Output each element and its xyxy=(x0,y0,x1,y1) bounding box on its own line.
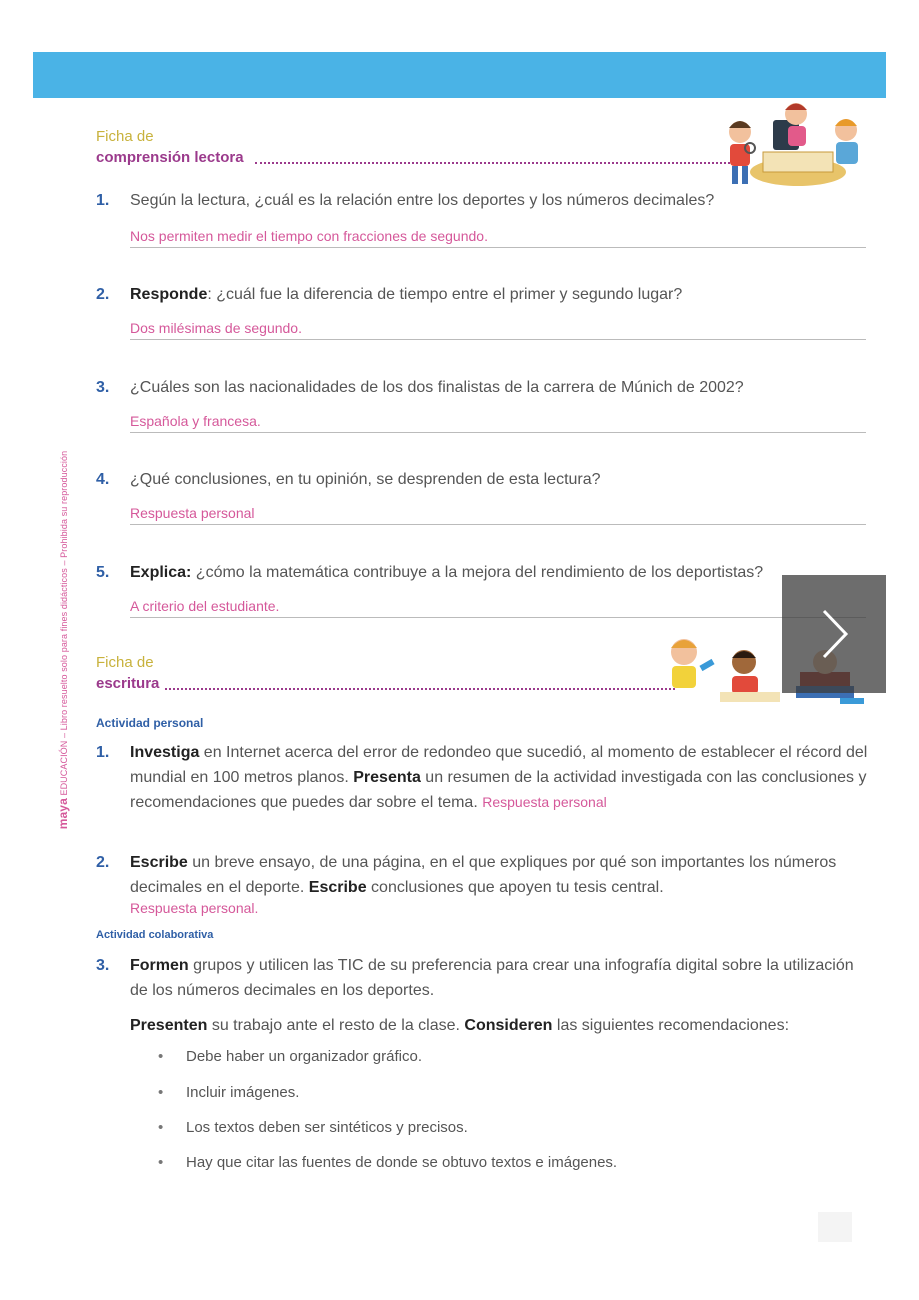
question-bold: Explica: xyxy=(130,564,192,581)
bullet-text: Debe haber un organizador gráfico. xyxy=(186,1048,422,1065)
item-rest: en Internet acerca del error de redondeo que sucedió, al momento de establecer el récord del mundial en 100 metros planos. xyxy=(130,744,868,786)
question-number: 3. xyxy=(96,379,110,396)
item-number: 1. xyxy=(96,744,110,761)
bullet-item xyxy=(158,1084,299,1101)
question-bold: Responde xyxy=(130,286,208,303)
writing-item-2 xyxy=(96,850,872,916)
next-page-button[interactable] xyxy=(782,575,886,693)
question-number: 1. xyxy=(96,192,110,209)
question-number: 5. xyxy=(96,564,110,581)
bullet-icon: • xyxy=(158,1048,164,1065)
answer-3: Española y francesa. xyxy=(130,413,866,433)
item-rest: un resumen de la actividad investigada con las conclusiones y recomendaciones que puedes dar sobre el tema. xyxy=(130,769,867,811)
item-number: 2. xyxy=(96,854,110,871)
bullet-icon: • xyxy=(158,1119,164,1136)
question-text: ¿Qué conclusiones, en tu opinión, se desprenden de esta lectura? xyxy=(130,471,601,488)
item-rest: un breve ensayo, de una página, en el que expliques por qué son importantes los números decimales en el deporte. xyxy=(130,854,837,896)
bullet-text: Los textos deben ser sintéticos y precisos. xyxy=(186,1119,468,1136)
question-rest: ¿cómo la matemática contribuye a la mejora del rendimiento de los deportistas? xyxy=(191,564,764,581)
bullet-item xyxy=(158,1048,422,1065)
bullet-item xyxy=(158,1119,468,1136)
writing-item-3 xyxy=(96,953,872,1003)
page-number-area xyxy=(818,1212,852,1242)
side-copyright xyxy=(56,451,70,829)
ficha-label: Ficha de xyxy=(96,654,154,671)
question-number: 2. xyxy=(96,286,110,303)
bullet-text: Incluir imágenes. xyxy=(186,1084,300,1101)
title-dotted-line xyxy=(165,688,675,690)
bullet-text: Hay que citar las fuentes de donde se obtuvo textos e imágenes. xyxy=(186,1154,618,1171)
writing-item-1 xyxy=(96,740,872,815)
question-text xyxy=(130,284,876,306)
bullet-item xyxy=(158,1154,617,1171)
kids-reading-illustration xyxy=(718,102,870,192)
answer-1: Nos permiten medir el tiempo con fracciones de segundo. xyxy=(130,228,866,248)
question-text: Según la lectura, ¿cuál es la relación entre los deportes y los números decimales? xyxy=(130,192,715,209)
present-rest: su trabajo ante el resto de la clase. xyxy=(207,1017,465,1034)
answer-2: Dos milésimas de segundo. xyxy=(130,320,866,340)
actividad-personal-label: Actividad personal xyxy=(96,716,204,730)
title-dotted-line xyxy=(255,162,730,164)
item-bold: Investiga xyxy=(130,744,200,761)
bullet-icon: • xyxy=(158,1084,164,1101)
item-text xyxy=(130,953,872,1003)
brand-logo-text: maya xyxy=(56,798,70,830)
ficha-label: Ficha de xyxy=(96,128,154,145)
ficha-name: escritura xyxy=(96,675,160,692)
item-rest: grupos y utilicen las TIC de su preferencia para crear una infografía digital sobre la utilización de los números decimales en los deportes. xyxy=(130,957,854,999)
answer-4: Respuesta personal xyxy=(130,505,866,525)
present-instructions xyxy=(96,1013,872,1038)
ficha-escritura-title xyxy=(96,652,159,694)
item-rest: conclusiones que apoyen tu tesis central. xyxy=(366,879,664,896)
actividad-colaborativa-label: Actividad colaborativa xyxy=(96,929,214,941)
item-text xyxy=(130,740,872,815)
bullet-icon: • xyxy=(158,1154,164,1171)
item-bold: Presenta xyxy=(353,769,421,786)
present-rest: las siguientes recomendaciones: xyxy=(552,1017,790,1034)
ficha-name: comprensión lectora xyxy=(96,149,244,166)
item-bold: Formen xyxy=(130,957,189,974)
present-text xyxy=(130,1013,872,1038)
chevron-right-icon xyxy=(782,575,886,693)
item-bold: Escribe xyxy=(130,854,188,871)
item-answer: Respuesta personal. xyxy=(130,900,259,916)
item-bold: Escribe xyxy=(308,879,367,896)
present-bold: Consideren xyxy=(464,1017,553,1034)
item-answer: Respuesta personal xyxy=(482,794,607,810)
present-bold: Presenten xyxy=(130,1017,208,1034)
ficha-comprension-title xyxy=(96,126,244,168)
header-bar xyxy=(33,52,886,98)
question-number: 4. xyxy=(96,471,110,488)
side-copyright-text: EDUCACIÓN – Libro resuelto solo para fines didácticos – Prohibida su reproducción xyxy=(59,450,69,796)
question-text: ¿Cuáles son las nacionalidades de los dos finalistas de la carrera de Múnich de 2002? xyxy=(130,379,744,396)
item-text xyxy=(130,850,872,900)
question-rest: : ¿cuál fue la diferencia de tiempo entre el primer y segundo lugar? xyxy=(207,286,683,303)
item-number: 3. xyxy=(96,957,110,974)
answer-5: A criterio del estudiante. xyxy=(130,598,866,618)
question-text xyxy=(130,562,876,584)
